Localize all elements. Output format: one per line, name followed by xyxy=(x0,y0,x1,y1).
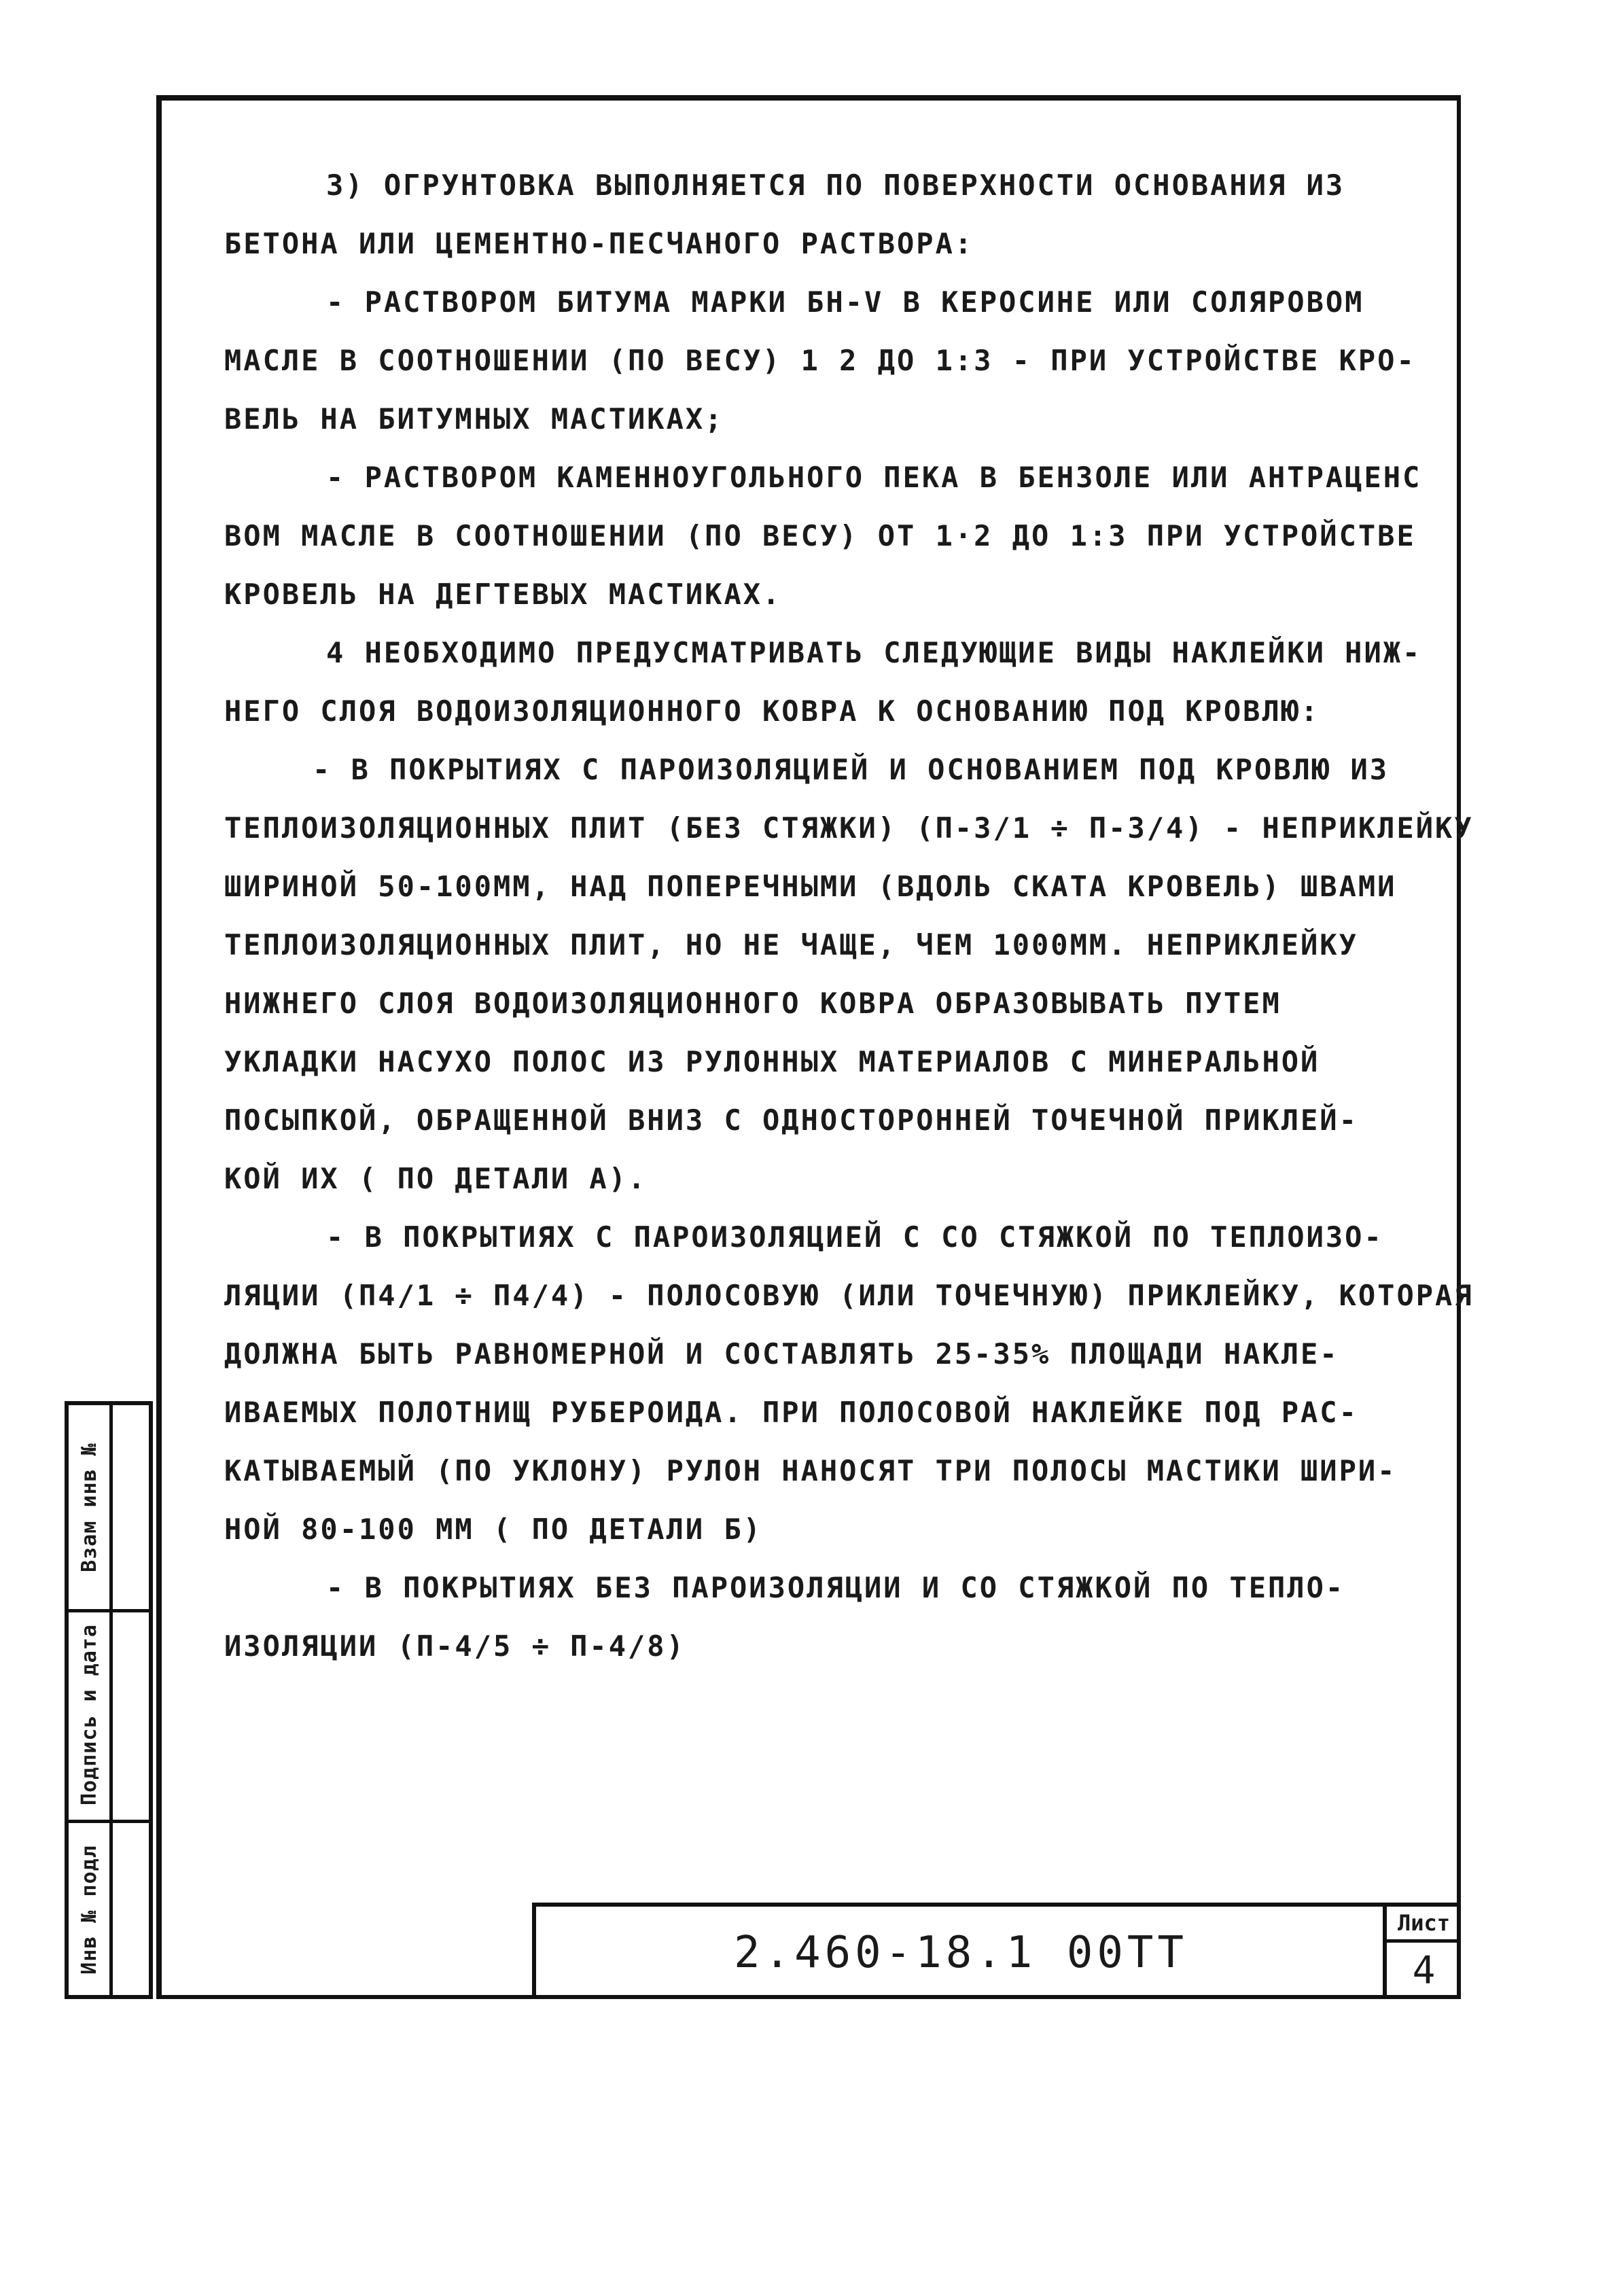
text-line: ДОЛЖНА БЫТЬ РАВНОМЕРНОЙ И СОСТАВЛЯТЬ 25-35% ПЛОЩАДИ НАКЛЕ- xyxy=(224,1337,1339,1371)
inv-podl-label-cell xyxy=(69,1820,109,1999)
text-line: КАТЫВАЕМЫЙ (ПО УКЛОНУ) РУЛОН НАНОСЯТ ТРИ ПОЛОСЫ МАСТИКИ ШИРИ- xyxy=(224,1454,1397,1487)
text-line: КРОВЕЛЬ НА ДЕГТЕВЫХ МАСТИКАХ. xyxy=(224,578,782,611)
text-line: 4 НЕОБХОДИМО ПРЕДУСМАТРИВАТЬ СЛЕДУЮЩИЕ ВИДЫ НАКЛЕЙКИ НИЖ- xyxy=(326,636,1422,669)
text-line: - РАСТВОРОМ КАМЕННОУГОЛЬНОГО ПЕКА В БЕНЗОЛЕ ИЛИ АНТРАЦЕНC xyxy=(326,461,1422,494)
text-line: ВОМ МАСЛЕ В СООТНОШЕНИИ (ПО ВЕСУ) ОТ 1·2 ДО 1:3 ПРИ УСТРОЙСТВЕ xyxy=(224,519,1416,552)
side-strip xyxy=(65,1401,153,1999)
text-line: ТЕПЛОИЗОЛЯЦИОННЫХ ПЛИТ (БЕЗ СТЯЖКИ) (П-3/1 ÷ П-3/4) - НЕПРИКЛЕЙКУ xyxy=(224,811,1474,845)
sheet-number: 4 xyxy=(1412,1949,1436,1993)
text-line: БЕТОНА ИЛИ ЦЕМЕНТНО-ПЕСЧАНОГО РАСТВОРА: xyxy=(224,227,974,260)
text-line: НИЖНЕГО СЛОЯ ВОДОИЗОЛЯЦИОННОГО КОВРА ОБРАЗОВЫВАТЬ ПУТЕМ xyxy=(224,987,1281,1020)
podpis-data-label-cell xyxy=(69,1609,109,1820)
text-line: НОЙ 80-100 ММ ( ПО ДЕТАЛИ Б) xyxy=(224,1513,763,1546)
vzam-inv-label-cell xyxy=(69,1405,109,1609)
sheet-cell xyxy=(1383,1907,1461,1999)
text-line: КОЙ ИХ ( ПО ДЕТАЛИ А). xyxy=(224,1162,648,1195)
podpis-data-label: Подпись и дата xyxy=(77,1623,101,1805)
text-line: ИЗОЛЯЦИИ (П-4/5 ÷ П-4/8) xyxy=(224,1629,686,1663)
text-line: ШИРИНОЙ 50-100ММ, НАД ПОПЕРЕЧНЫМИ (ВДОЛЬ СКАТА КРОВЕЛЬ) ШВАМИ xyxy=(224,870,1397,903)
side-strip-divider xyxy=(109,1405,113,1995)
text-line: УКЛАДКИ НАСУХО ПОЛОС ИЗ РУЛОННЫХ МАТЕРИАЛОВ С МИНЕРАЛЬНОЙ xyxy=(224,1045,1320,1078)
text-line: - В ПОКРЫТИЯХ БЕЗ ПАРОИЗОЛЯЦИИ И СО СТЯЖКОЙ ПО ТЕПЛО- xyxy=(326,1571,1345,1604)
sheet-label: Лист xyxy=(1387,1907,1461,1943)
text-line: ИВАЕМЫХ ПОЛОТНИЩ РУБЕРОИДА. ПРИ ПОЛОСОВОЙ НАКЛЕЙКЕ ПОД РАС- xyxy=(224,1396,1358,1429)
text-line: - В ПОКРЫТИЯХ С ПАРОИЗОЛЯЦИЕЙ С СО СТЯЖКОЙ ПО ТЕПЛОИЗО- xyxy=(326,1220,1383,1254)
text-line: ВЕЛЬ НА БИТУМНЫХ МАСТИКАХ; xyxy=(224,402,724,436)
text-line: ПОСЫПКОЙ, ОБРАЩЕННОЙ ВНИЗ С ОДНОСТОРОННЕЙ ТОЧЕЧНОЙ ПРИКЛЕЙ- xyxy=(224,1103,1358,1137)
text-line: - РАСТВОРОМ БИТУМА МАРКИ БН-V В КЕРОСИНЕ ИЛИ СОЛЯРОВОМ xyxy=(326,285,1364,319)
title-block-stamp xyxy=(532,1903,1461,1999)
text-line: ТЕПЛОИЗОЛЯЦИОННЫХ ПЛИТ, НО НЕ ЧАЩЕ, ЧЕМ 1000ММ. НЕПРИКЛЕЙКУ xyxy=(224,928,1358,961)
document-code: 2.460-18.1 00ТТ xyxy=(734,1928,1188,1978)
body-text xyxy=(224,156,1474,1676)
text-line: 3) ОГРУНТОВКА ВЫПОЛНЯЕТСЯ ПО ПОВЕРХНОСТИ ОСНОВАНИЯ ИЗ xyxy=(326,169,1345,202)
vzam-inv-label: Взам инв № xyxy=(77,1442,101,1572)
text-line: НЕГО СЛОЯ ВОДОИЗОЛЯЦИОННОГО КОВРА К ОСНОВАНИЮ ПОД КРОВЛЮ: xyxy=(224,694,1320,728)
text-line: МАСЛЕ В СООТНОШЕНИИ (ПО ВЕСУ) 1 2 ДО 1:3 - ПРИ УСТРОЙСТВЕ КРО- xyxy=(224,344,1416,377)
text-line: ЛЯЦИИ (П4/1 ÷ П4/4) - ПОЛОСОВУЮ (ИЛИ ТОЧЕЧНУЮ) ПРИКЛЕЙКУ, КОТОРАЯ xyxy=(224,1279,1474,1312)
text-line: - В ПОКРЫТИЯХ С ПАРОИЗОЛЯЦИЕЙ И ОСНОВАНИЕМ ПОД КРОВЛЮ ИЗ xyxy=(313,753,1390,786)
inv-podl-label: Инв № подл xyxy=(77,1844,101,1975)
